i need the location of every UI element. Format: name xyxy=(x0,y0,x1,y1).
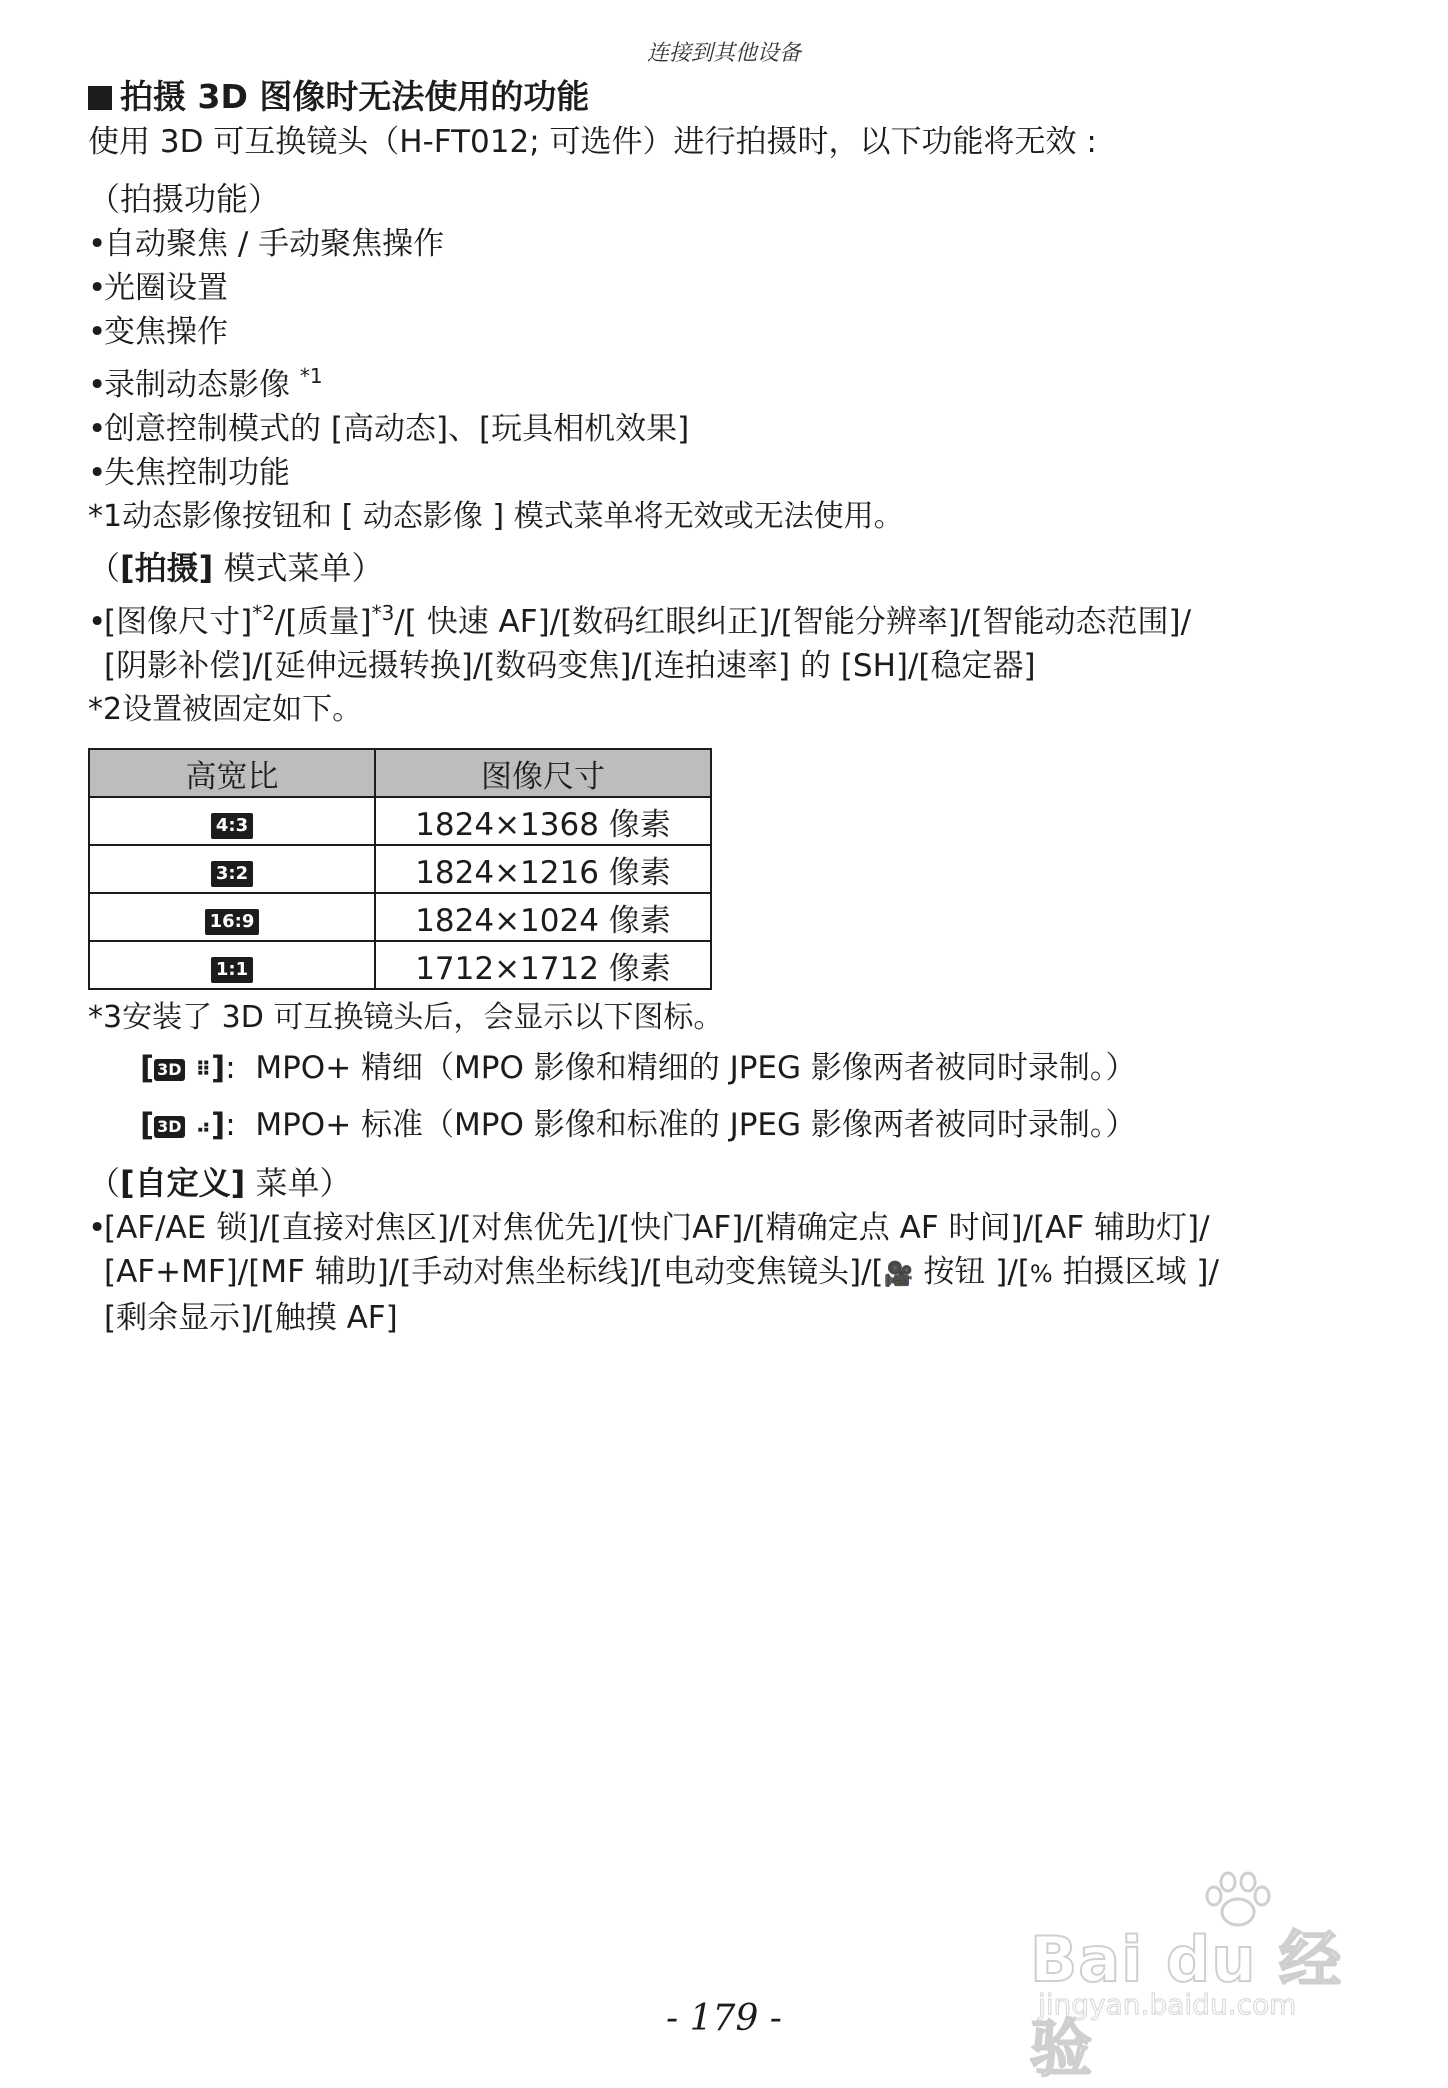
aspect-ratio-icon: 4:3 xyxy=(211,813,253,839)
quality-row-standard: [ 3D ⠴]: MPO+ 标准（MPO 影像和标准的 JPEG 影像两者被同时录制。） xyxy=(140,1107,1137,1143)
column-header: 图像尺寸 xyxy=(375,749,711,797)
table-cell: 1824×1368 像素 xyxy=(375,797,711,845)
list-item: •变焦操作 xyxy=(88,314,228,350)
list-item: •自动聚焦 / 手动聚焦操作 xyxy=(88,226,445,262)
table-row xyxy=(89,941,711,989)
rec-menu-line-2: [阴影补偿]/[延伸远摄转换]/[数码变焦]/[连拍速率] 的 [SH]/[稳定器] xyxy=(104,648,1036,684)
section-title: 拍摄 3D 图像时无法使用的功能 xyxy=(88,74,1378,120)
table-row xyxy=(89,893,711,941)
rec-menu-line-1: •[图像尺寸]$^{*2}$/[质量]$^{*3}$/[ 快速 AF]/[数码红眼纠正]/[智能分辨率]/[智能动态范围]/ xyxy=(88,601,1192,640)
table-cell: 1824×1216 像素 xyxy=(375,845,711,893)
custom-menu-line-1: •[AF/AE 锁]/[直接对焦区]/[对焦优先]/[快门AF]/[精确定点 AF 时间]/[AF 辅助灯]/ xyxy=(88,1210,1210,1246)
table-cell: 1712×1712 像素 xyxy=(375,941,711,989)
footnote-2: *2设置被固定如下。 xyxy=(88,692,363,727)
footnote-mark: *1 xyxy=(299,364,323,388)
table-header-row xyxy=(89,749,711,797)
aspect-ratio-icon: 3:2 xyxy=(211,861,253,887)
column-header: 高宽比 xyxy=(89,749,375,797)
quality-row-fine: [ 3D ⠿]: MPO+ 精细（MPO 影像和精细的 JPEG 影像两者被同时录制。） xyxy=(140,1050,1137,1086)
square-bullet-icon xyxy=(88,86,112,110)
rec-menu-heading: （[拍摄] 模式菜单） xyxy=(88,549,384,587)
aspect-ratio-icon: 1:1 xyxy=(211,957,253,983)
watermark-url: jingyan.baidu.com xyxy=(1038,1988,1297,2021)
list-item: •失焦控制功能 xyxy=(88,455,290,491)
table-row xyxy=(89,845,711,893)
custom-menu-heading: （[自定义] 菜单） xyxy=(88,1164,352,1202)
quality-fine-icon: [ 3D ⠿] xyxy=(140,1050,226,1086)
running-header: 连接到其他设备 xyxy=(646,41,801,66)
quality-standard-icon: [ 3D ⠴] xyxy=(140,1107,226,1143)
table-cell: 1824×1024 像素 xyxy=(375,893,711,941)
list-item: •创意控制模式的 [高动态]、[玩具相机效果] xyxy=(88,411,690,447)
image-size-table xyxy=(88,748,712,990)
aspect-ratio-icon: 16:9 xyxy=(205,909,260,935)
footnote-1: *1动态影像按钮和 [ 动态影像 ] 模式菜单将无效或无法使用。 xyxy=(88,499,904,534)
footnote-mark: *2 xyxy=(252,601,275,625)
movie-camera-icon: 🎥 xyxy=(883,1260,914,1288)
3d-icon: 3D xyxy=(154,1059,184,1081)
section-intro: 使用 3D 可互换镜头（H-FT012; 可选件）进行拍摄时，以下功能将无效 : xyxy=(88,124,1097,160)
movie-rec-area-icon: % xyxy=(1029,1260,1053,1288)
page-number: - 179 - xyxy=(666,1998,782,2039)
table-row xyxy=(89,797,711,845)
custom-menu-line-2: [AF+MF]/[MF 辅助]/[手动对焦坐标线]/[电动变焦镜头]/[🎥 按钮 ]/[% 拍摄区域 ]/ xyxy=(104,1254,1219,1290)
watermark-logo-text: Bai du 经验 xyxy=(1030,1923,1343,2085)
footnote-3: *3安装了 3D 可互换镜头后，会显示以下图标。 xyxy=(88,1000,724,1035)
list-item: •录制动态影像 $^{*1}$ xyxy=(88,364,323,403)
page-content xyxy=(88,74,1378,1340)
shooting-functions-heading: （拍摄功能） xyxy=(88,180,281,218)
shooting-functions-list xyxy=(88,222,1378,495)
3d-icon: 3D xyxy=(154,1116,184,1138)
list-item: •光圈设置 xyxy=(88,270,228,306)
custom-menu-line-3: [剩余显示]/[触摸 AF] xyxy=(104,1300,398,1336)
footnote-mark: *3 xyxy=(371,601,395,625)
